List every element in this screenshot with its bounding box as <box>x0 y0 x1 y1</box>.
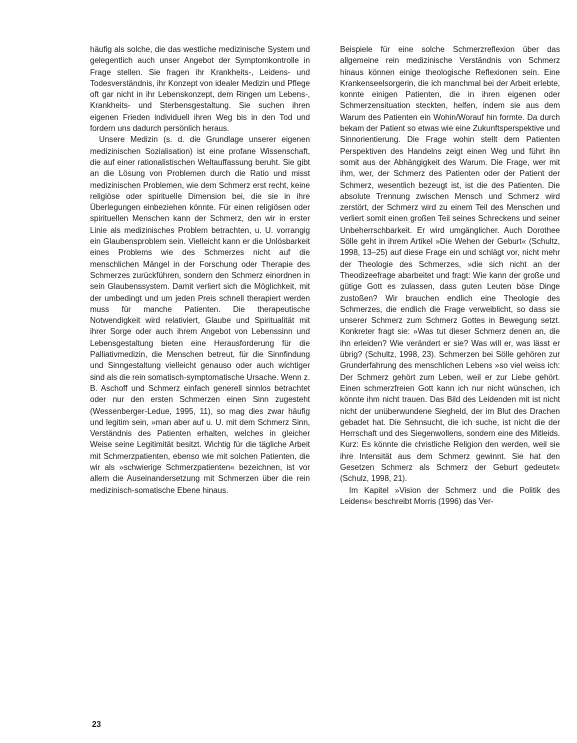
paragraph: Im Kapitel »Vision der Schmerz und die Politik des Leidens« beschreibt Morris (1996) das Ver- <box>340 485 560 506</box>
left-text-column <box>90 44 310 496</box>
page-number: 23 <box>92 720 101 729</box>
right-text-column <box>340 44 560 507</box>
paragraph: häufig als solche, die das westliche medizinische System und gelegentlich auch unser Angebot der Symptomkontrolle in Frage stellen. Sie fragen ihr Krankheits-, Leidens- und Todesverständnis, ihr Konzept von idealer Medizin und Pflege oft gar nicht in ihr Lebenskonzept, dem Ringen um Lebens-, Krankheits- und Sterbensgestaltung. Sie suchen ihren eigenen Frieden individuell ihren Weg bis in den Tod und fordern uns dadurch persönlich heraus. <box>90 45 310 134</box>
paragraph: Unsere Medizin (s. d. die Grundlage unserer eigenen medizinischen Sozialisation) ist eine profane Wissenschaft, die auf einer rationalistischen Weltauffassung beruht. Sie gibt an die Lösung von Problemen durch die Ratio und misst medizinischen Problemen, wie dem Schmerz erst recht, keine religiöse oder spirituelle Dimension bei, die sie in ihre Überlegungen einbeziehen könnte. Für einen religiösen oder spirituellen Menschen kann der Schmerz, den wir in erster Linie als medizinisches Problem betrachten, u. U. vorrangig ein Glaubensproblem sein. Vielleicht kann er die Unlösbarkeit eines Problems wie des Schmerzes nicht auf die menschlichen Mängel in der Forschung oder Therapie des Schmerzes zurückführen, sondern den Schmerz einordnen in sein Glaubenssystem. Damit verliert sich die Möglichkeit, mit der umbedingt und um jeden Preis schnell therapiert werden muss für manche Patienten. Die therapeutische Notwendigkeit wird relativiert, Glaube und Spiritualität mit ihrer Sorge oder auch ihrem Angebot von Lebenssinn und Lebensgestaltung bieten eine Herausforderung für die Palliativmedizin, die Menschen betreut, für die Sinnfindung und Sinngestaltung vielleicht genauso oder auch wichtiger sind als die rein somatisch-symptomatische Ursache. Wenn z. B. Aschoff und Schmerz einfach generell sinnlos betrachtet oder nur den ersten Schmerzen einen Sinn zugesteht (Wessenberger-Ledue, 1995, 11), so mag dies zwar häufig und legitim sein, »man aber auf u. U. mit dem Schmerz Sinn, Verständnis des Patienten erhalten, welches in gleicher Weise seine Legitimität besitzt. Wichtig für die tägliche Arbeit mit Schmerzpatienten, ebenso wie mit solchen Patienten, die wir als »schwierige Schmerzpatienten« bezeichnen, ist vor allem die Auseinandersetzung mit Schmerzen über die rein medizinisch-somatische Ebene hinaus. <box>90 135 310 495</box>
paragraph: Beispiele für eine solche Schmerzreflexion über das allgemeine rein medizinische Verständnis von Schmerz hinaus können einige theologische Reflexionen sein. Eine Krankenseelsorgerin, die ich manchmal bei der Arbeit erlebte, konnte einigen Patienten, die in ihren eigenen oder Schmerzensituation steckten, helfen, indem sie aus dem Warum des Patienten ein Wohin/Worauf hin formte. Da durch bekam der Patient so etwas wie eine Zukunftsperspektive und Sinnorientierung. Die Frage wohin stellt dem Patienten Perspektiven des Handelns zeigt einen Weg und führt ihn somit aus der Abhängigkeit des Warum. Die Frage, wer mit ihm, wer, der Schmerz des Patienten oder der Patient der Schmerz, wesentlich bezeugt ist, ist die des Patienten. Die absolute Trennung zwischen Mensch und Schmerz wird zerstört, der Schmerz wird zu einem Teil des Menschen und verliert somit einen großen Teil seines Schreckens und seiner Unbeherrschbarkeit. Er wird umgänglicher. Auch Dorothee Sölle geht in ihrem Artikel »Die Wehen der Geburt« (Schultz, 1998, 13–25) auf diese Frage ein und schlägt vor, nicht mehr der Theologie des Schmerzes, »die sich nicht an der Theodizeefrage abarbeitet und fragt: Wie kann der große und gütige Gott es zulassen, dass guten Leuten böse Dinge zustoßen? Wir brauchen endlich eine Theologie des Schmerzes, die endlich die Frage verweiblicht, so dass sie unserer Schmerz zum Schmerz Gottes in Bewegung setzt. Konkreter fragt sie: »Was tut dieser Schmerz denen an, die ihn erleiden? Wie verändert er sie? Was will er, was lässt er übrig? (Schultz, 1998, 23). Schmerzen bei Sölle gehören zur Grunderfahrung des menschlichen Lebens »so viel weiss ich: Der Schmerz gehört zum Leben, weil er zur Liebe gehört. Einen schmerzfreien Gott kann ich nur nicht wünschen, ich könnte ihm nicht trauen. Das Bild des Leidenden mit ist nicht nicht der unüberwundene Siegheld, der im Blut des Drachen gebadet hat. Die Sehnsucht, die ich suche, ist nicht die der Herrschaft und des Siegenwollens, sondern eine des Mitleids. Kurz: Es könnte die christliche Religion den werden, weil sie ihre Intensität aus dem Schmerz gewinnt. Sie hat den Gesetzen Schmerz als Schmerz der Geburt gedeutet« (Schulz, 1998, 21). <box>340 45 560 484</box>
